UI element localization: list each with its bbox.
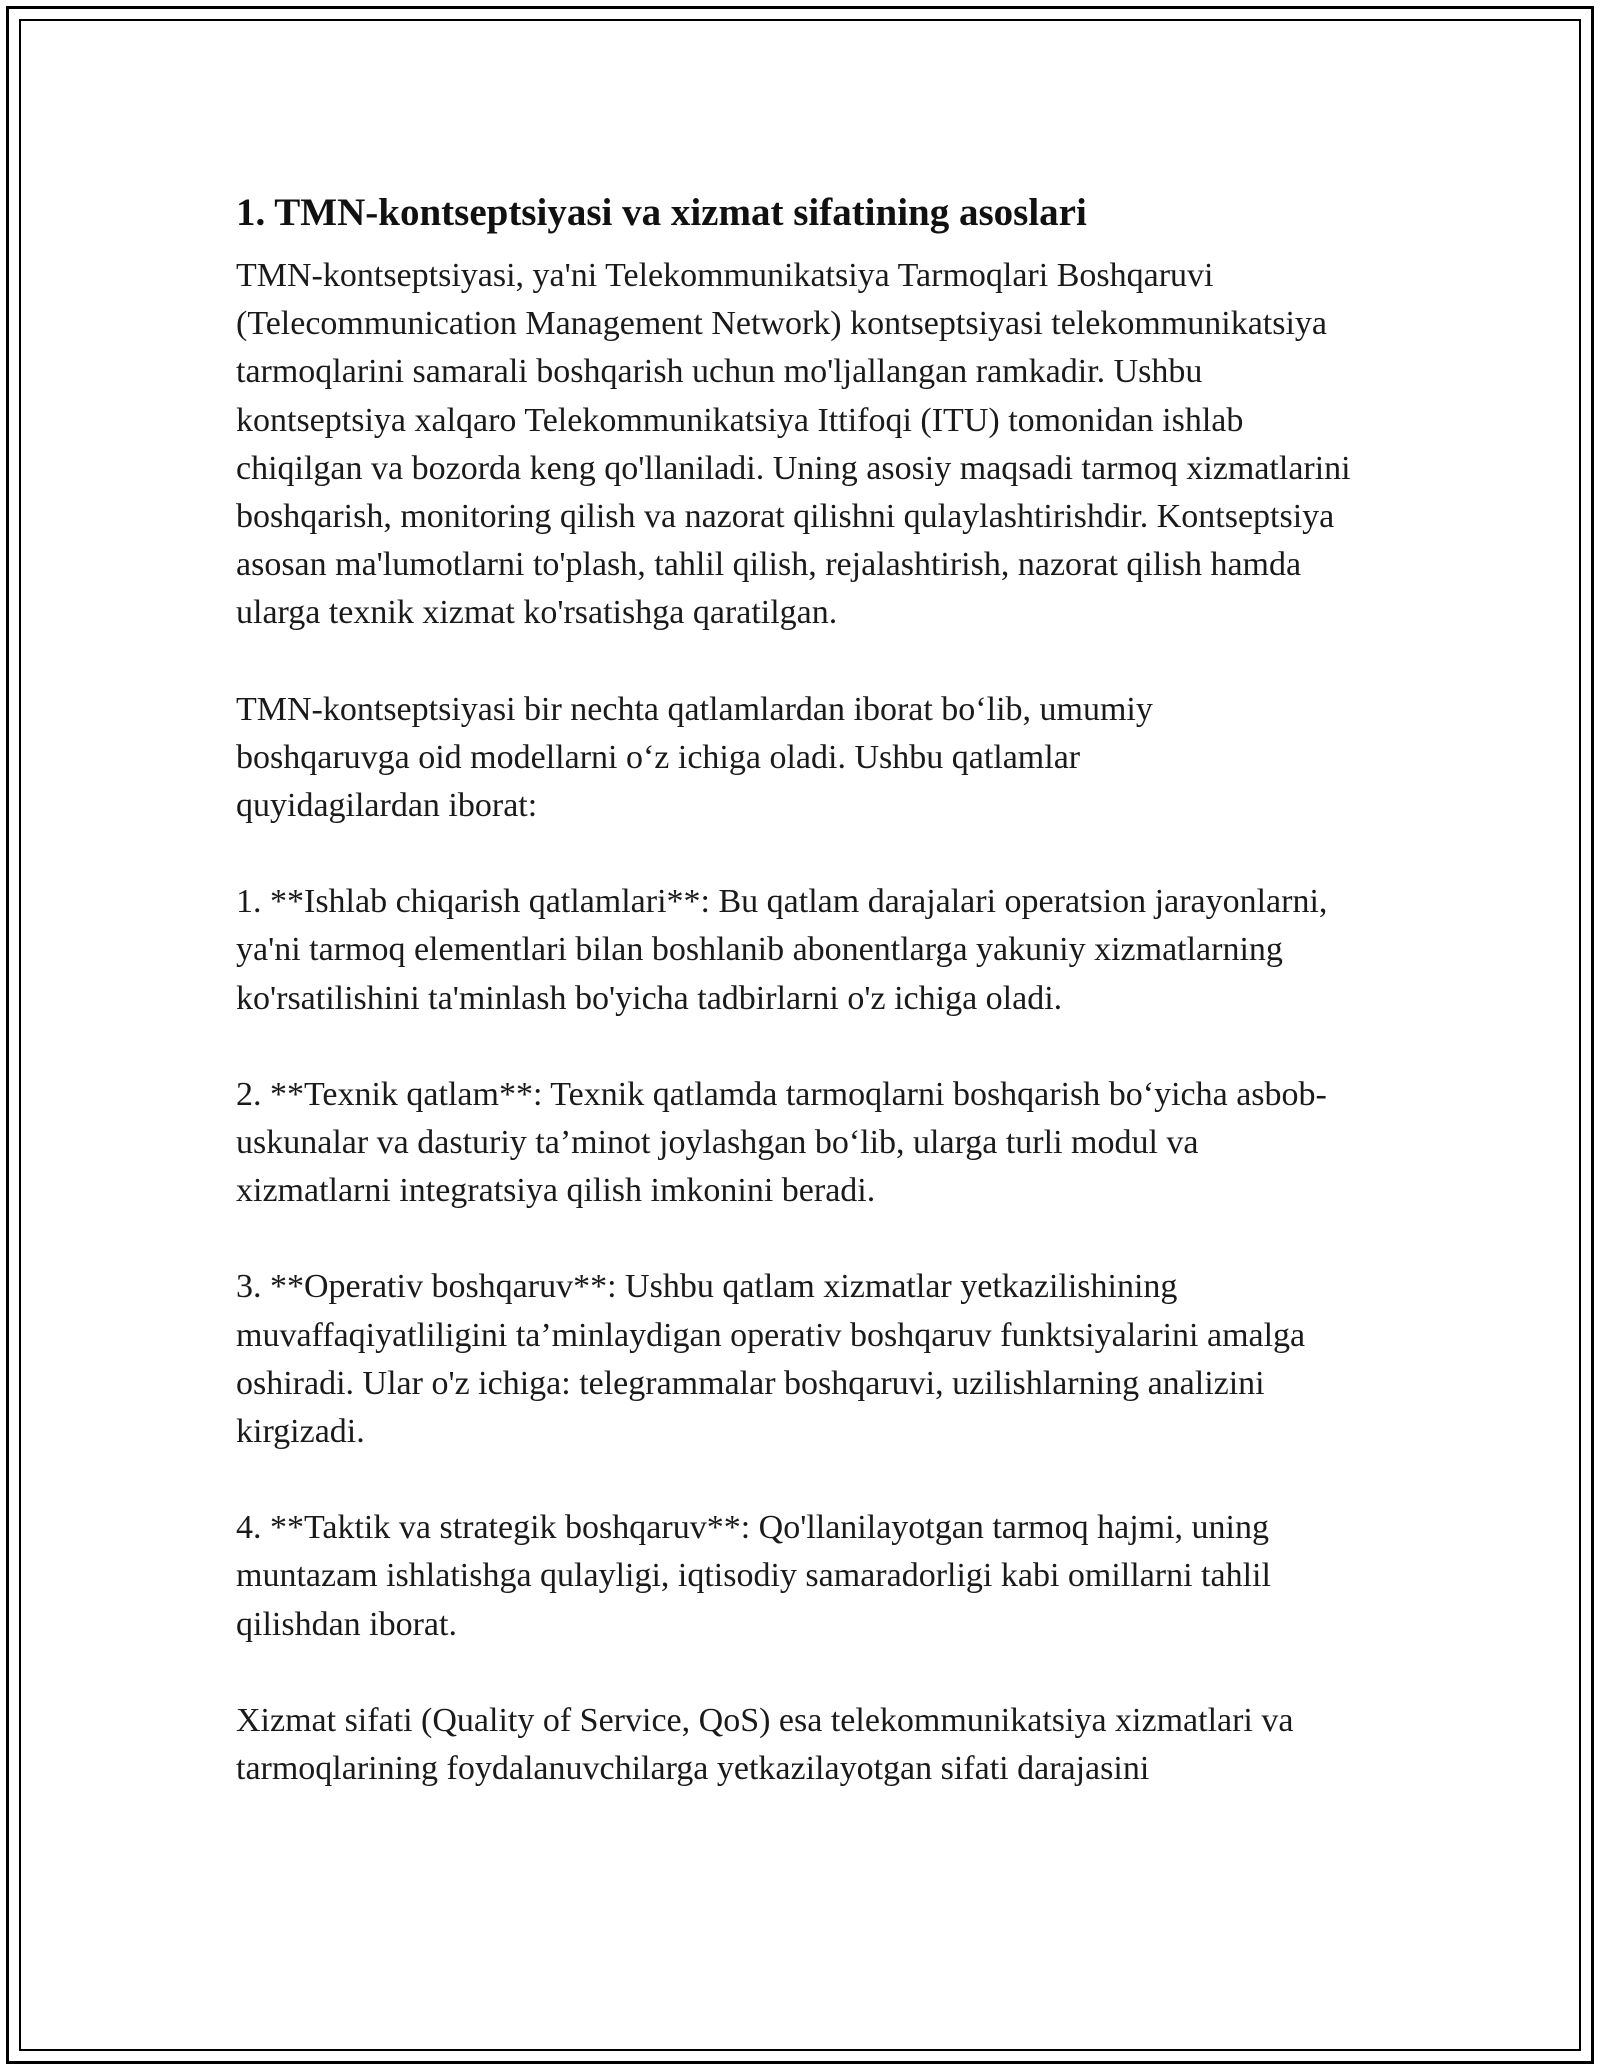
list-item-operative-management: 3. **Operativ boshqaruv**: Ushbu qatlam xizmatlar yetkazilishining muvaffaqiyatliligini ta’minlaydigan operativ boshqaruv funktsiyalarini amalga oshiradi. Ular o'z ichiga: telegrammalar boshqaruvi, uzilishlarning analizini kirgizadi.	[236, 1268, 1306, 1451]
list-item-tactical-strategic-management: 4. **Taktik va strategik boshqaruv**: Qo'llanilayotgan tarmoq hajmi, uning muntazam ishlatishga qulayligi, iqtisodiy samaradorligi kabi omillarni tahlil qilishdan iborat.	[236, 1509, 1271, 1643]
paragraph-qos: Xizmat sifati (Quality of Service, QoS) esa telekommunikatsiya xizmatlari va tarmoqlarining foydalanuvchilarga yetkazilayotgan sifati darajasini	[236, 1701, 1294, 1788]
paragraph-tmn-intro: TMN-kontseptsiyasi, ya'ni Telekommunikatsiya Tarmoqlari Boshqaruvi (Telecommunication Management Network) kontseptsiyasi telekommunikatsiya tarmoqlarini samarali boshqarish uchun mo'ljallangan ramkadir. Ushbu kontseptsiya xalqaro Telekommunikatsiya Ittifoqi (ITU) tomonidan ishlab chiqilgan va bozorda keng qo'llaniladi. Uning asosiy maqsadi tarmoq xizmatlarini boshqarish, monitoring qilish va nazorat qilishni qulaylashtirishdir. Kontseptsiya asosan ma'lumotlarni to'plash, tahlil qilish, rejalashtirish, nazorat qilish hamda ularga texnik xizmat ko'rsatishga qaratilgan.	[236, 257, 1351, 632]
document-body	[236, 186, 1376, 1793]
list-item-technical-layer: 2. **Texnik qatlam**: Texnik qatlamda tarmoqlarni boshqarish bo‘yicha asbob-uskunalar va dasturiy ta’minot joylashgan bo‘lib, ularga turli modul va xizmatlarni integratsiya qilish imkonini beradi.	[236, 1075, 1327, 1210]
list-item-production-layers: 1. **Ishlab chiqarish qatlamlari**: Bu qatlam darajalari operatsion jarayonlarni, ya'ni tarmoq elementlari bilan boshlanib abonentlarga yakuniy xizmatlarning ko'rsatilishini ta'minlash bo'yicha tadbirlarni o'z ichiga oladi.	[236, 883, 1328, 1017]
paragraph-layers-intro: TMN-kontseptsiyasi bir nechta qatlamlardan iborat bo‘lib, umumiy boshqaruvga oid modellarni o‘z ichiga oladi. Ushbu qatlamlar quyidagilardan iborat:	[236, 690, 1153, 825]
section-title: 1. TMN-kontseptsiyasi va xizmat sifatining asoslari	[236, 191, 1087, 234]
